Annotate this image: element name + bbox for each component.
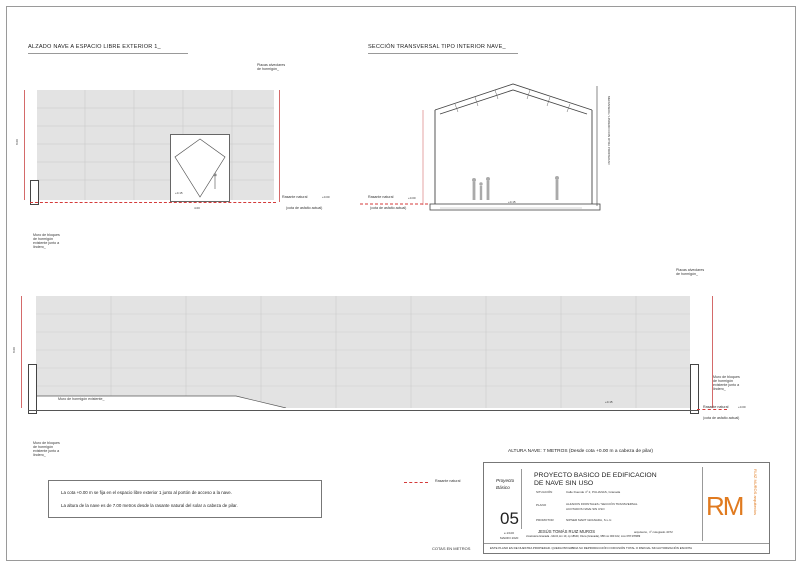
- notes-box: [48, 480, 322, 518]
- architect-detail: arquitecto, nº colegiado 4072: [634, 530, 673, 534]
- footer-text: ESTE PLANO ES DE NUESTRA PROPIEDAD. QUEDA PROHIBIDA SU REPRODUCCIÓN O DIFUSIÓN TOTAL O PARCIAL SIN AUTORIZACIÓN ESCRITA: [490, 546, 693, 550]
- block-wall-left: [28, 364, 37, 414]
- plano-value: ALZADOS FRONTALES / SECCIÓN TRANSVERSAL ACOTADOS NAVE SIN USO: [566, 502, 638, 511]
- plano-label: PLANO: [536, 503, 547, 507]
- level-015-3: +0.15: [605, 400, 613, 404]
- medianera-label: MEDIANERA / LINDERO CON OTRA PROPIEDAD: [607, 96, 611, 165]
- muro-bloques-label-1: Muro de bloques de hormigón existente junto a lindero_: [33, 233, 60, 249]
- legend-rasante-label: Rasante natural: [435, 479, 461, 483]
- note-line-1: La cota +0.00 m se fija en el espacio libre exterior 1 junto al portón de acceso a la nave.: [61, 490, 232, 495]
- rasante-line-2: [697, 409, 727, 410]
- right-dim: [279, 90, 280, 202]
- rasante-label-3: Rasante natural: [703, 405, 729, 409]
- muro-bloques-label-left: Muro de bloques de hormigón existente junto a lindero_: [33, 441, 60, 457]
- long-height-dim: [21, 296, 22, 408]
- tb-divider-1: [521, 469, 522, 529]
- asfalto-label-2: (cota de asfalto actual): [370, 206, 407, 210]
- long-elevation-wall: [36, 296, 690, 408]
- muro-bloques-label-right: Muro de bloques de hormigón existente junto a lindero_: [713, 375, 740, 391]
- section-title: SECCIÓN TRANSVERSAL TIPO INTERIOR NAVE_: [368, 44, 506, 50]
- rasante-line: [30, 202, 276, 203]
- block-wall-right: [690, 364, 699, 414]
- level-015: +0.15: [175, 191, 183, 195]
- footer-rule: [484, 543, 769, 544]
- logo-divider: [702, 467, 703, 541]
- title-underline: [28, 53, 188, 54]
- muro-hormigon-label: Muro de hormigón existente_: [58, 397, 105, 401]
- asfalto-label-1: (cota de asfalto actual): [286, 206, 323, 210]
- promotor-value: NIPSER MART GRANADA, S.L.U.: [566, 518, 613, 522]
- level-000-1: +0.00: [322, 195, 330, 199]
- section-title-underline: [368, 53, 518, 54]
- architect-address: c/carretera Granada - Motril, km 10, cp 18640, Otura (Granada), 958 xxx 000 102, mov 678 378389: [526, 535, 641, 538]
- long-right-dim: [712, 296, 713, 408]
- logo-mark: RM: [706, 491, 743, 521]
- note-line-2: La altura de la nave es de 7.00 metros desde la rasante natural del solar a cabeza de pilar.: [61, 503, 238, 508]
- logo-side-text: RUIZ MUROS arquitectos: [753, 469, 758, 516]
- elevation-title: ALZADO NAVE A ESPACIO LIBRE EXTERIOR 1_: [28, 44, 161, 50]
- architect-name: JESÚS TOMÁS RUIZ MUROS: [538, 529, 596, 534]
- cotas-label: COTAS EN METROS: [432, 546, 471, 551]
- altura-nave: ALTURA NAVE: 7 METROS (Desde cota +0.00 m a cabeza de pilar): [508, 449, 653, 454]
- sheet-number: 05: [500, 509, 519, 528]
- door-width-label: 4.00: [194, 206, 200, 210]
- elevation-wall: [37, 90, 274, 200]
- scale-label: e.1/100: [504, 531, 515, 535]
- long-panel-joints: [36, 296, 690, 408]
- height-dim-label: 8.00: [14, 139, 19, 145]
- long-height-label: 8.00: [11, 347, 16, 353]
- situacion-label: SITUACIÓN: [536, 490, 553, 494]
- title-block: [483, 462, 770, 554]
- ground-line: [28, 410, 698, 411]
- project-title: PROYECTO BASICO DE EDIFICACION DE NAVE SIN USO: [534, 472, 657, 487]
- level-015-2: +0.15: [508, 200, 516, 204]
- stage-label: Proyecto Básico: [496, 478, 515, 490]
- level-000-2: +0.00: [408, 196, 416, 200]
- date-label: MARZO 2020: [500, 536, 519, 540]
- situacion-value: Calle Duende nº 2, PULIANAS, Granada: [566, 490, 621, 494]
- placas-label-long: Placas alveolares de hormigón_: [676, 268, 705, 276]
- rasante-label-1: Rasante natural: [282, 195, 308, 199]
- level-000-3: +0.00: [738, 405, 746, 409]
- panel-joints: [37, 90, 274, 200]
- legend-rasante-line: [404, 482, 428, 483]
- rasante-label-2: Rasante natural: [368, 195, 394, 199]
- placas-label-top-left: Placas alveolares de hormigón_: [257, 63, 286, 71]
- height-dim: [24, 90, 25, 200]
- asfalto-label-3: (cota de asfalto actual): [703, 416, 740, 420]
- promotor-label: PROMOTOR: [536, 518, 554, 522]
